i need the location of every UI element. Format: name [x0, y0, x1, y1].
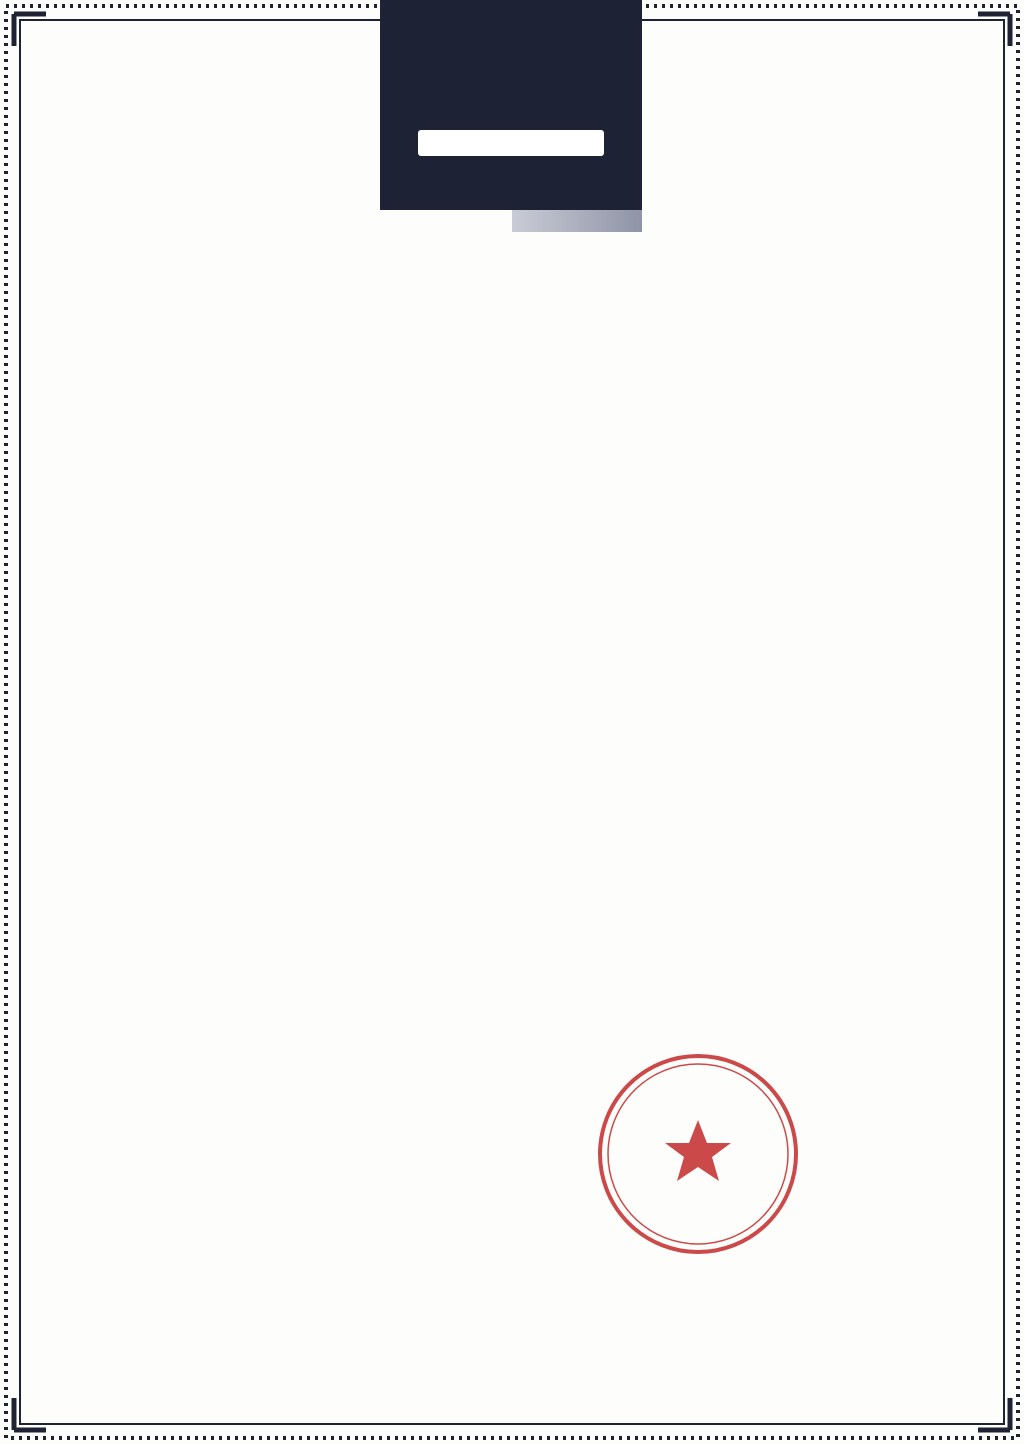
corner-ornament [14, 1398, 46, 1430]
snowflake-icon [106, 1018, 204, 1116]
logo-banner [380, 0, 642, 232]
logo-banner-background [380, 0, 642, 210]
snowflake-icon [786, 642, 844, 700]
seal-star-icon [665, 1120, 731, 1181]
snowflake-icon [688, 514, 732, 558]
corner-ornament [978, 14, 1010, 46]
logo-sub-text [418, 130, 604, 156]
official-seal [596, 1052, 800, 1256]
corner-ornament [978, 1398, 1010, 1430]
corner-ornament [14, 14, 46, 46]
